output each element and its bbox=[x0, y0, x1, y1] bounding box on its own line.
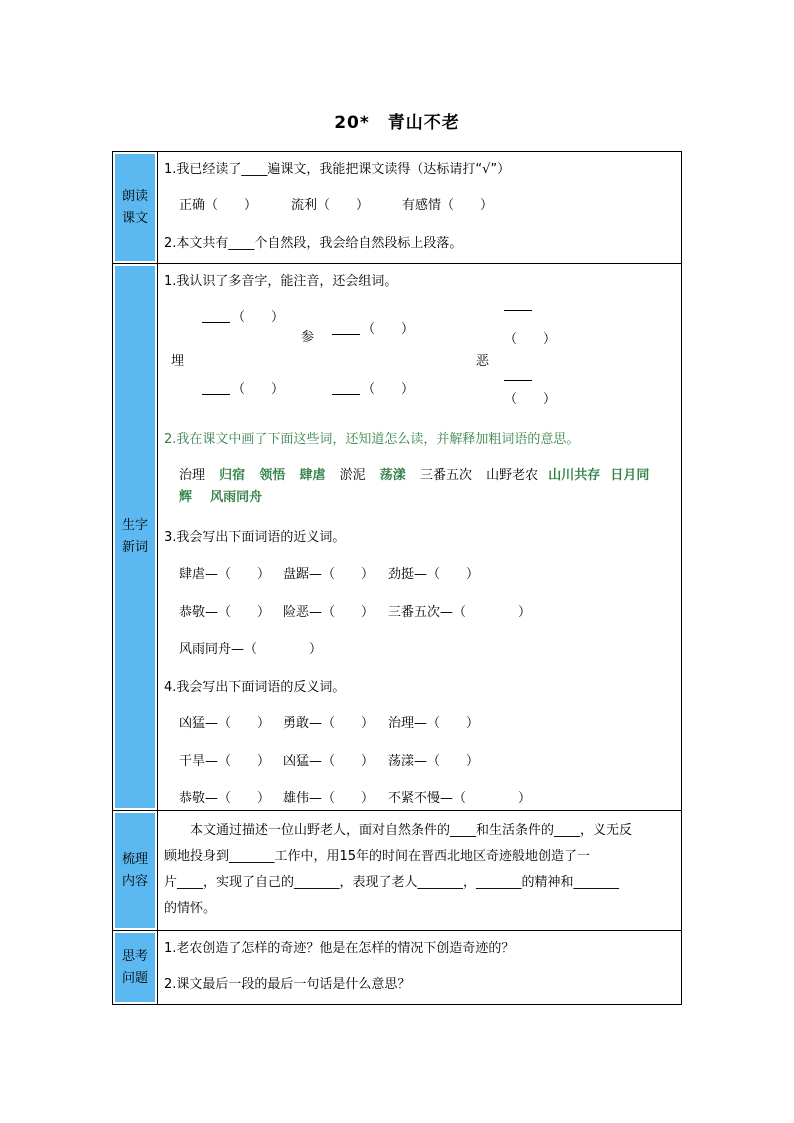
antonym-item: 治理—（ ） bbox=[388, 716, 480, 731]
summary-section bbox=[113, 811, 681, 931]
reading-q1: 1.我已经读了____遍课文，我能把课文读得（达标请打“√”） bbox=[164, 162, 511, 177]
vocab-label: 生字 新词 bbox=[115, 266, 155, 808]
summary-line3: 片____，实现了自己的_______，表现了老人_______，_______的精神和_______ bbox=[164, 875, 620, 890]
vocab-section bbox=[113, 264, 681, 811]
vocab-q4: 4.我会写出下面词语的反义词。 bbox=[164, 680, 346, 695]
pinyin-paren: （ ） bbox=[362, 382, 415, 397]
char-e: 恶 bbox=[476, 354, 490, 369]
pinyin-paren: （ ） bbox=[504, 392, 557, 407]
char-mai: 埋 bbox=[171, 354, 185, 369]
antonym-item: 凶猛—（ ） bbox=[179, 716, 271, 731]
synonym-item: 三番五次—（ ） bbox=[388, 605, 532, 620]
summary-line2: 顾地投身到_______工作中，用15年的时间在晋西北地区奇迹般地创造了一 bbox=[164, 849, 591, 864]
vocab-q1: 1.我认识了多音字，能注音，还会组词。 bbox=[164, 274, 398, 289]
pinyin-paren: （ ） bbox=[504, 332, 557, 347]
synonym-item: 劲挺—（ ） bbox=[388, 567, 480, 582]
pinyin-paren: （ ） bbox=[232, 382, 285, 397]
word-list-line2: 辉 风雨同舟 bbox=[179, 490, 263, 505]
page-title: 20* 青山不老 bbox=[334, 113, 460, 133]
antonym-item: 凶猛—（ ） bbox=[283, 754, 375, 769]
pinyin-paren: （ ） bbox=[362, 322, 415, 337]
vocab-q3: 3.我会写出下面词语的近义词。 bbox=[164, 530, 346, 545]
char-can: 参 bbox=[301, 330, 315, 345]
antonym-item: 干旱—（ ） bbox=[179, 754, 271, 769]
reading-opt-fluent: 流利（ ） bbox=[291, 198, 370, 213]
pinyin-paren: （ ） bbox=[232, 310, 285, 325]
summary-label: 梳理 内容 bbox=[115, 813, 155, 928]
antonym-item: 雄伟—（ ） bbox=[283, 791, 375, 806]
synonym-item: 盘踞—（ ） bbox=[283, 567, 375, 582]
synonym-item: 肆虐—（ ） bbox=[179, 567, 271, 582]
reading-q2: 2.本文共有____个自然段，我会给自然段标上段落。 bbox=[164, 236, 463, 251]
antonym-item: 恭敬—（ ） bbox=[179, 791, 271, 806]
think-label: 思考 问题 bbox=[115, 933, 155, 1002]
antonym-item: 勇敢—（ ） bbox=[283, 716, 375, 731]
vocab-q2: 2.我在课文中画了下面这些词，还知道怎么读，并解释加粗词语的意思。 bbox=[164, 432, 580, 447]
synonym-item: 恭敬—（ ） bbox=[179, 605, 271, 620]
reading-opt-feeling: 有感情（ ） bbox=[402, 198, 494, 213]
worksheet-table bbox=[112, 151, 682, 1005]
reading-opt-correct: 正确（ ） bbox=[179, 198, 258, 213]
antonym-item: 荡漾—（ ） bbox=[388, 754, 480, 769]
antonym-item: 不紧不慢—（ ） bbox=[388, 791, 532, 806]
synonym-item: 险恶—（ ） bbox=[283, 605, 375, 620]
summary-line4: 的情怀。 bbox=[164, 901, 217, 916]
reading-label: 朗读 课文 bbox=[115, 154, 155, 261]
reading-section bbox=[113, 152, 681, 264]
word-list-line1: 治理 归宿 领悟 肆虐 淤泥 荡漾 三番五次 山野老农 山川共存 日月同 bbox=[179, 468, 650, 483]
think-section bbox=[113, 931, 681, 1004]
think-q2: 2.课文最后一段的最后一句话是什么意思？ bbox=[164, 977, 411, 992]
summary-line1: 本文通过描述一位山野老人，面对自然条件的____和生活条件的____，义无反 bbox=[164, 823, 633, 838]
think-q1: 1.老农创造了怎样的奇迹？他是在怎样的情况下创造奇迹的？ bbox=[164, 941, 515, 956]
synonym-item: 风雨同舟—（ ） bbox=[179, 642, 323, 657]
